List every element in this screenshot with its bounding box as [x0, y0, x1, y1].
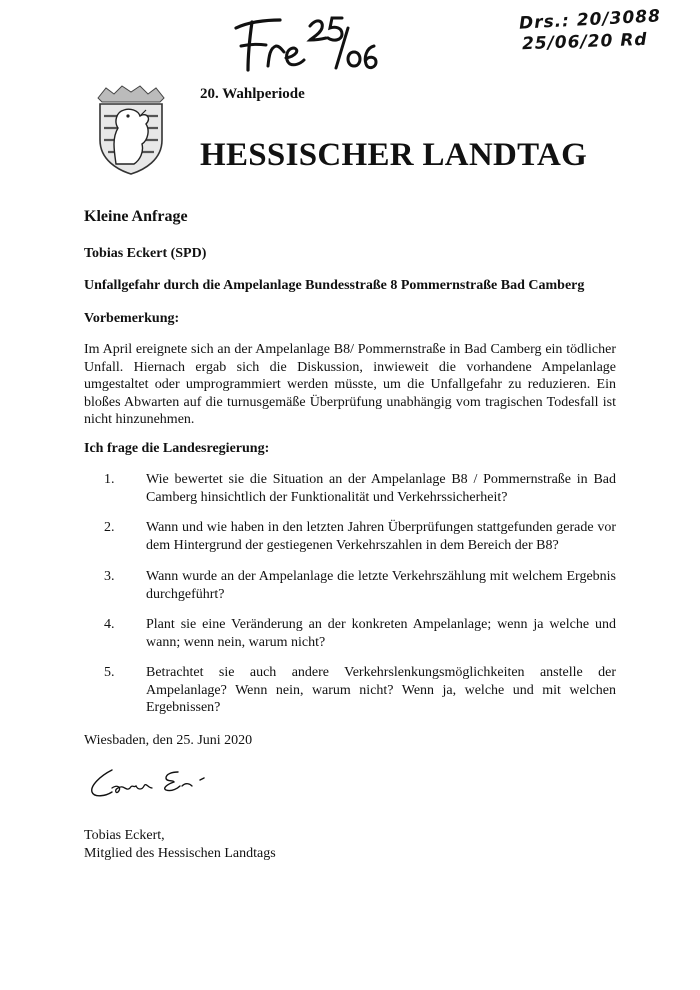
question-text: Plant sie eine Veränderung an der konkreten Ampelanlage; wenn ja welche und wann; wenn nein, warum nicht? [146, 617, 616, 650]
question-text: Wie bewertet sie die Situation an der Ampelanlage B8 / Pommernstraße in Bad Camberg hinsichtlich der Funktionalität und Verkehrssicherheit? [146, 472, 616, 505]
handwritten-date-note: 25/06/20 Rd [521, 29, 648, 55]
hessian-coat-of-arms-icon [94, 84, 168, 176]
handwritten-receipt-mark [228, 8, 378, 76]
question-number: 3. [104, 569, 115, 584]
question-text: Betrachtet sie auch andere Verkehrslenkungsmöglichkeiten anstelle der Ampelanlage? Wenn nein, warum nicht? Wenn ja, welche und mit welchen Ergebnissen? [146, 665, 616, 715]
question-text: Wann und wie haben in den letzten Jahren Überprüfungen stattgefunden gerade vor dem Hintergrund der gestiegenen Verkehrszahlen in dem Bereich der B8? [146, 520, 616, 553]
question-number: 1. [104, 472, 115, 487]
question-item [104, 519, 616, 554]
question-item [104, 471, 616, 506]
document-type-heading: Kleine Anfrage [84, 208, 188, 225]
signer-block [84, 827, 276, 863]
question-item [104, 568, 616, 603]
place-date: Wiesbaden, den 25. Juni 2020 [84, 733, 253, 748]
question-number: 2. [104, 520, 115, 535]
question-number: 5. [104, 665, 115, 680]
signature [82, 758, 222, 810]
preface-heading: Vorbemerkung: [84, 311, 180, 326]
question-item [104, 616, 616, 651]
author-line: Tobias Eckert (SPD) [84, 246, 207, 261]
legislative-period: 20. Wahlperiode [200, 86, 305, 102]
signer-role: Mitglied des Hessischen Landtags [84, 846, 276, 861]
question-number: 4. [104, 617, 115, 632]
preface-text: Im April ereignete sich an der Ampelanlage B8/ Pommernstraße in Bad Camberg ein tödlicher Unfall. Hiernach ergab sich die Diskussion, inwieweit die vorhandene Ampelanlage umgestaltet oder umprogrammiert werden müsste, um die Unfallgefahr zu reduzieren. Ein bloßes Abwarten auf die turnusgemäße Überprüfung unabhängig vom tragischen Todesfall ist nicht hinzunehmen. [84, 342, 616, 427]
signer-name: Tobias Eckert, [84, 828, 165, 843]
question-text: Wann wurde an der Ampelanlage die letzte Verkehrszählung mit welchem Ergebnis durchgeführt? [146, 569, 616, 602]
page-title: HESSISCHER LANDTAG [200, 137, 588, 173]
handwritten-print-number: Drs.: 20/3088 [518, 6, 662, 34]
question-item [104, 664, 616, 717]
subject-line: Unfallgefahr durch die Ampelanlage Bundesstraße 8 Pommernstraße Bad Camberg [84, 278, 585, 293]
questions-heading: Ich frage die Landesregierung: [84, 441, 270, 456]
